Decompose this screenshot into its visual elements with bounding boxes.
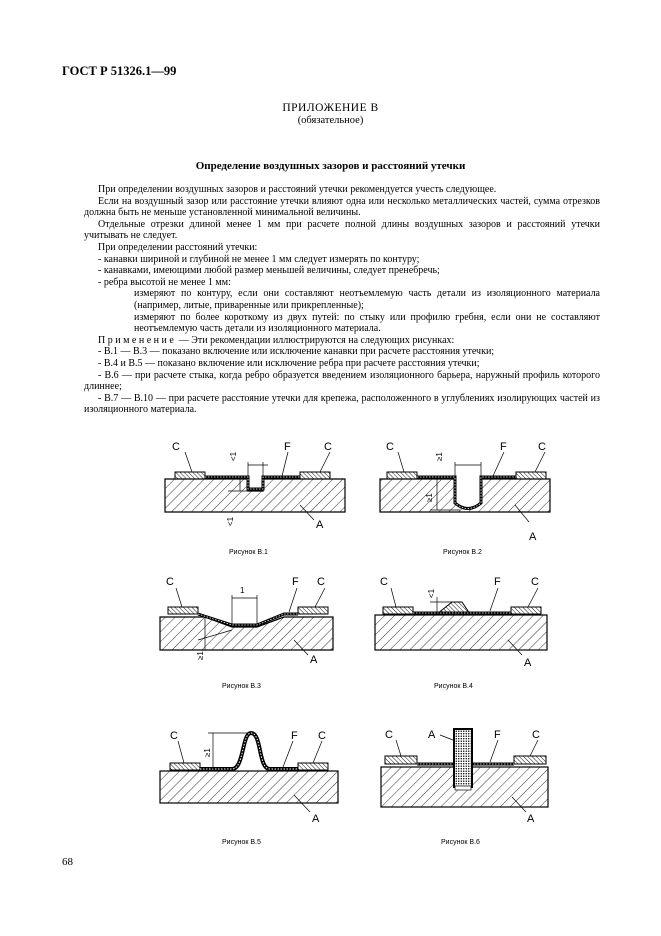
label-f: F [284, 441, 291, 453]
figure-caption: Рисунок В.5 [222, 839, 261, 846]
dimension-label: ≥1 [196, 651, 205, 660]
figure-b1 [165, 441, 345, 556]
label-a: A [316, 519, 324, 531]
figure-b5 [160, 730, 338, 846]
list-item: - ребра высотой не менее 1 мм: [98, 276, 231, 288]
figure-caption: Рисунок В.2 [443, 549, 482, 556]
label-c: C [172, 441, 180, 453]
list-item: - канавками, имеющими любой размер меньшей величины, следует пренебречь; [98, 265, 440, 277]
paragraph: Отдельные отрезки длиной менее 1 мм при расчете полной длины воздушных зазоров и расстояний утечки учитывать не следует. [84, 218, 600, 242]
label-c: C [538, 441, 546, 453]
list-item: - канавки шириной и глубиной не менее 1 мм следует измерять по контуру; [98, 253, 420, 265]
list-item: - В.4 и В.5 — показано включение или исключение ребра при расчете расстояния утечки; [98, 357, 480, 369]
label-c: C [166, 576, 174, 588]
label-f: F [500, 441, 507, 453]
label-c: C [380, 576, 388, 588]
sub-item: измеряют по контуру, если они составляют неотъемлемую часть детали из изоляционного материала (например, литые, приваренные или прикрепленные); [134, 288, 600, 311]
list-item: - В.1 — В.3 — показано включение или исключение канавки при расчете расстояния утечки; [98, 346, 495, 358]
list-item: - В.6 — при расчете стыка, когда ребро образуется введением изоляционного барьера, наружный профиль которого длиннее; [84, 369, 600, 393]
figure-caption: Рисунок В.4 [434, 683, 473, 690]
label-f: F [494, 729, 501, 741]
label-c: C [318, 730, 326, 742]
figure-b3 [160, 576, 333, 690]
label-c: C [386, 441, 394, 453]
note-label: Применение [98, 334, 177, 346]
dimension-label: 1 [240, 586, 245, 595]
figure-b2 [380, 441, 550, 556]
figure-b4 [375, 576, 547, 690]
section-title: Определение воздушных зазоров и расстояний утечки [195, 160, 466, 172]
label-c: C [532, 729, 540, 741]
label-c: C [170, 730, 178, 742]
dimension-label: ≥1 [435, 452, 444, 461]
page-number: 68 [62, 856, 73, 868]
paragraph: При определении расстояний утечки: [98, 241, 258, 253]
label-c: C [531, 576, 539, 588]
label-c: C [385, 729, 393, 741]
paragraph: При определении воздушных зазоров и расстояний утечки рекомендуется учесть следующее. [98, 184, 497, 195]
label-f: F [494, 576, 501, 588]
label-f: F [292, 576, 299, 588]
label-a: A [529, 531, 537, 543]
label-a: A [527, 813, 535, 825]
label-f: F [291, 730, 298, 742]
label-a: A [428, 729, 436, 741]
paragraph: Если на воздушный зазор или расстояние утечки влияют одна или несколько металлических частей, сумма отрезков должна быть не меньше установленной минимальной величины. [84, 195, 600, 219]
list-item: - В.7 — В.10 — при расчете расстояние утечки для крепежа, расположенного в углублениях изолирующих частей из изоляционного материала. [84, 392, 600, 416]
figure-caption: Рисунок В.1 [229, 549, 268, 556]
label-c: C [317, 576, 325, 588]
sub-item: измеряют по более короткому из двух путей: по стыку или профилю гребня, если они не составляют неотъемлемую часть детали из изоляционного материала. [134, 311, 600, 335]
dimension-label: <1 [226, 516, 235, 526]
dimension-label: ≥1 [203, 748, 212, 757]
label-a: A [312, 813, 320, 825]
appendix-status: (обязательное) [297, 115, 364, 126]
label-a: A [524, 657, 532, 669]
appendix-title: ПРИЛОЖЕНИЕ В [282, 102, 379, 114]
figure-caption: Рисунок В.6 [441, 839, 480, 846]
dimension-label: ≥1 [425, 493, 434, 502]
dimension-label: <1 [229, 451, 238, 461]
figure-b6 [381, 728, 548, 846]
dimension-label: <1 [427, 588, 436, 598]
label-c: C [324, 441, 332, 453]
label-a: A [310, 654, 318, 666]
figure-caption: Рисунок В.3 [222, 683, 261, 690]
note-text: — Эти рекомендации иллюстрируются на следующих рисунках: [176, 334, 455, 346]
doc-code: ГОСТ Р 51326.1—99 [62, 64, 177, 78]
